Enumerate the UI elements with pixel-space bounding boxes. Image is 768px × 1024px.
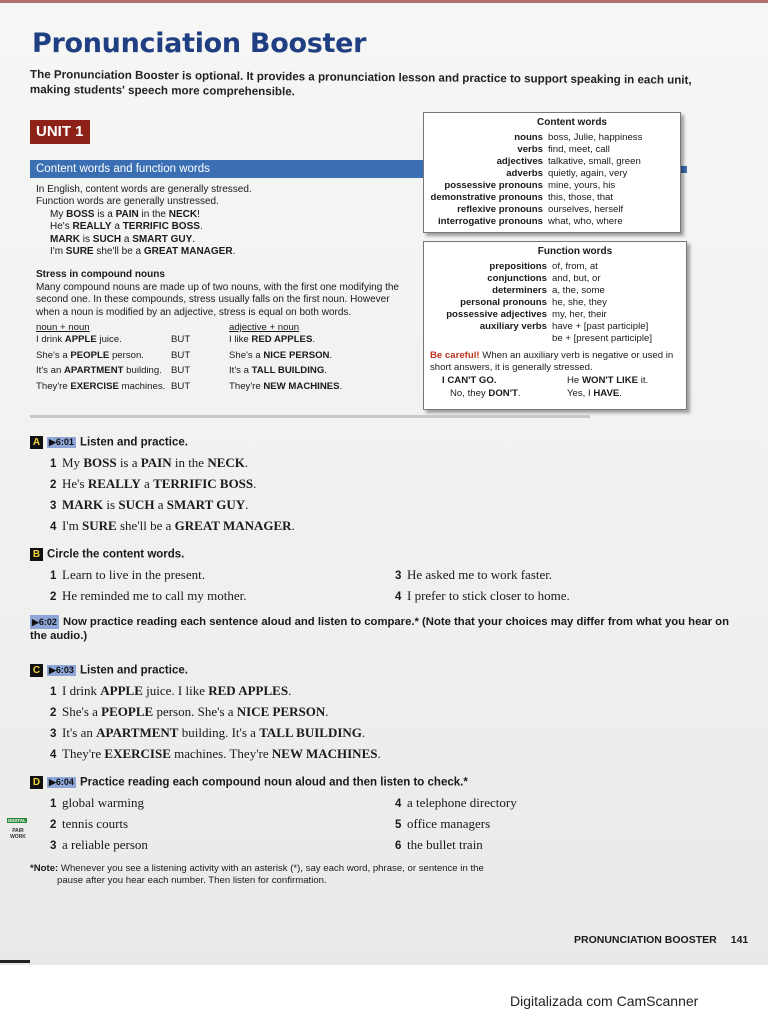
footer-label: PRONUNCIATION BOOSTER <box>574 934 717 946</box>
item-text: He reminded me to call my mother. <box>62 588 247 603</box>
item-text: My BOSS is a PAIN in the NECK. <box>62 455 249 470</box>
word-category: possessive pronouns <box>444 179 543 191</box>
word-category: prepositions <box>489 260 547 272</box>
compound-but: BUT <box>171 380 191 392</box>
word-category: conjunctions <box>487 272 547 284</box>
item-text: I drink APPLE juice. I like RED APPLES. <box>62 683 292 698</box>
activity-a-heading <box>30 436 730 449</box>
activity-c-items <box>30 681 730 765</box>
list-item <box>375 814 720 835</box>
page-title: Pronunciation Booster <box>32 28 367 59</box>
page-footer <box>574 934 748 946</box>
content-words-title: Content words <box>537 117 607 128</box>
item-text: MARK is SUCH a SMART GUY. <box>62 497 249 512</box>
list-item <box>30 702 730 723</box>
compound-table <box>36 322 416 396</box>
lesson-example: I'm SURE she'll be a GREAT MANAGER. <box>50 246 236 258</box>
activity-letter: A <box>30 436 43 449</box>
compound-but: BUT <box>171 365 191 377</box>
compound-but: BUT <box>171 349 191 361</box>
table-row <box>424 131 642 143</box>
activity-c <box>30 664 730 765</box>
table-row <box>36 381 416 396</box>
list-item <box>375 565 720 586</box>
table-row <box>424 143 642 155</box>
item-number: 2 <box>50 479 57 491</box>
word-category: nouns <box>514 131 543 143</box>
table-row <box>36 350 416 365</box>
item-text: tennis courts <box>62 816 129 831</box>
audio-track-button[interactable]: ▶6:04 <box>49 777 74 787</box>
word-examples: have + [past participle] <box>552 320 649 332</box>
list-item <box>30 744 730 765</box>
word-examples: ourselves, herself <box>548 203 624 215</box>
function-words-panel <box>423 241 687 410</box>
intro-text: The Pronunciation Booster is optional. It provides a pronunciation lesson and practice to support speaking in each unit, making students' speech more comprehensible. <box>29 67 692 99</box>
list-item <box>30 565 375 586</box>
list-item <box>30 835 375 856</box>
section-title: Content words and function words <box>30 160 425 178</box>
word-examples: of, from, at <box>552 260 598 272</box>
table-row <box>424 215 642 227</box>
audio-track-button[interactable]: ▶6:01 <box>49 437 74 447</box>
word-category: possessive adjectives <box>446 308 547 320</box>
careful-example-2: No, they DON'T. Yes, I HAVE. <box>450 388 622 399</box>
item-number: 1 <box>50 686 57 698</box>
item-number: 2 <box>50 819 57 831</box>
lesson-block <box>36 184 416 396</box>
item-text: He's REALLY a TERRIFIC BOSS. <box>62 476 257 491</box>
scanner-watermark: Digitalizada com CamScanner <box>510 993 699 1009</box>
table-row <box>424 191 642 203</box>
lesson-example: MARK is SUCH a SMART GUY. <box>50 233 196 245</box>
activity-d <box>30 776 730 856</box>
table-row <box>424 167 642 179</box>
activity-b-items <box>30 565 730 607</box>
page-edge-line <box>0 960 30 963</box>
item-text: Learn to live in the present. <box>62 567 205 582</box>
activity-instruction: Listen and practice. <box>79 664 188 677</box>
list-item <box>30 814 375 835</box>
activity-letter: C <box>30 664 43 677</box>
careful-text: When an auxiliary verb is negative or used in short answers, it is generally stressed. <box>430 350 674 373</box>
compound-right: It's a TALL BUILDING. <box>229 365 327 377</box>
table-row <box>424 332 652 344</box>
table-row <box>36 334 416 349</box>
table-row <box>424 272 652 284</box>
careful-note <box>424 350 686 374</box>
item-number: 2 <box>50 707 57 719</box>
word-category: auxiliary verbs <box>479 320 547 332</box>
list-item <box>30 681 730 702</box>
table-row <box>424 320 652 332</box>
word-category: determiners <box>492 284 547 296</box>
item-number: 2 <box>50 591 57 603</box>
table-row <box>424 260 652 272</box>
word-examples: mine, yours, his <box>548 179 616 191</box>
lesson-example: He's REALLY a TERRIFIC BOSS. <box>50 221 203 233</box>
function-words-table <box>424 260 652 344</box>
lesson-line: In English, content words are generally stressed. <box>36 184 252 195</box>
table-row <box>424 155 642 167</box>
careful-label: Be careful! <box>430 350 480 361</box>
note-text-2: pause after you hear each number. Then listen for confirmation. <box>57 875 327 886</box>
item-number: 4 <box>50 521 57 533</box>
activity-instruction: Circle the content words. <box>47 548 185 561</box>
item-number: 5 <box>395 819 402 831</box>
table-row <box>424 296 652 308</box>
list-item <box>375 586 720 607</box>
audio-track-button[interactable]: ▶6:02 <box>32 617 57 628</box>
item-number: 1 <box>50 458 57 470</box>
word-category <box>424 332 552 344</box>
function-words-title: Function words <box>537 246 613 257</box>
word-examples: what, who, where <box>548 215 623 227</box>
compound-right: I like RED APPLES. <box>229 334 316 346</box>
list-item <box>30 453 730 474</box>
compound-but: BUT <box>171 334 191 346</box>
unit-badge: UNIT 1 <box>30 120 90 144</box>
item-text: I prefer to stick closer to home. <box>407 588 570 603</box>
activity-d-items <box>30 793 730 856</box>
digital-pair-work-label: PAIR WORK <box>10 828 26 840</box>
table-head-right: adjective + noun <box>229 322 300 334</box>
word-examples: be + [present participle] <box>552 332 652 344</box>
careful-example-1: I CAN'T GO. He WON'T LIKE it. <box>442 375 649 386</box>
item-number: 3 <box>50 840 57 852</box>
lesson-example: My BOSS is a PAIN in the NECK! <box>50 208 200 220</box>
activity-a-items <box>30 453 730 537</box>
word-examples: he, she, they <box>552 296 607 308</box>
item-text: They're EXERCISE machines. They're NEW MACHINES. <box>62 746 381 761</box>
word-category: adverbs <box>506 167 543 179</box>
word-category: personal pronouns <box>460 296 547 308</box>
compound-title: Stress in compound nouns <box>36 269 165 281</box>
list-item <box>30 495 730 516</box>
item-number: 3 <box>50 500 57 512</box>
compound-text: Many compound nouns are made up of two nouns, with the first one modifying the second one. In these compounds, stress usually falls on the first noun. However when a noun is modified by an adjective, stress is equal on both words. <box>36 281 399 318</box>
list-item <box>375 835 720 856</box>
list-item <box>30 516 730 537</box>
activity-b-heading <box>30 548 730 561</box>
list-item <box>30 723 730 744</box>
page-number: 141 <box>730 934 749 946</box>
item-number: 4 <box>50 749 57 761</box>
activity-instruction: Listen and practice. <box>79 436 188 449</box>
table-row <box>424 203 642 215</box>
item-text: It's an APARTMENT building. It's a TALL BUILDING. <box>62 725 366 740</box>
word-examples: my, her, their <box>552 308 607 320</box>
activity-b <box>30 548 730 643</box>
activity-letter: D <box>30 776 43 789</box>
list-item <box>30 474 730 495</box>
list-item <box>30 793 375 814</box>
compound-left: It's an APARTMENT building. <box>36 365 162 377</box>
activity-c-heading <box>30 664 730 677</box>
item-text: a reliable person <box>62 837 148 852</box>
word-category: reflexive pronouns <box>457 203 543 215</box>
item-number: 4 <box>395 591 402 603</box>
item-number: 4 <box>395 798 402 810</box>
activity-d-heading <box>30 776 730 789</box>
activity-letter: B <box>30 548 43 561</box>
item-text: I'm SURE she'll be a GREAT MANAGER. <box>62 518 295 533</box>
note-text: Whenever you see a listening activity with an asterisk (*), say each word, phrase, or sentence in the <box>58 863 484 874</box>
table-row <box>424 284 652 296</box>
word-category: verbs <box>517 143 543 155</box>
word-examples: a, the, some <box>552 284 605 296</box>
lesson-examples <box>36 209 416 259</box>
activity-b-followup: ▶6:02 Now practice reading each sentence aloud and listen to compare.* (Note that your choices may differ from what you hear on the audio.) <box>30 616 729 643</box>
word-examples: talkative, small, green <box>548 155 641 167</box>
item-text: global warming <box>62 795 144 810</box>
table-row <box>424 179 642 191</box>
compound-right: She's a NICE PERSON. <box>229 349 333 361</box>
item-number: 3 <box>50 728 57 740</box>
item-number: 1 <box>50 570 57 582</box>
word-examples: find, meet, call <box>548 143 610 155</box>
word-examples: quietly, again, very <box>548 167 628 179</box>
item-number: 3 <box>395 570 402 582</box>
content-words-panel <box>423 112 681 233</box>
item-text: She's a PEOPLE person. She's a NICE PERSON. <box>62 704 329 719</box>
lesson-divider <box>30 415 590 418</box>
item-text: a telephone directory <box>407 795 517 810</box>
digital-pair-work-badge: DIGITAL <box>8 818 26 823</box>
table-row <box>424 308 652 320</box>
note-label: *Note: <box>30 863 59 874</box>
footnote <box>30 863 550 887</box>
audio-track-button[interactable]: ▶6:03 <box>49 665 74 675</box>
word-category: adjectives <box>496 155 543 167</box>
word-category: interrogative pronouns <box>437 215 543 227</box>
activity-a <box>30 436 730 537</box>
item-number: 1 <box>50 798 57 810</box>
compound-left: She's a PEOPLE person. <box>36 349 144 361</box>
list-item <box>30 586 375 607</box>
list-item <box>375 793 720 814</box>
table-head-left: noun + noun <box>36 322 90 334</box>
compound-right: They're NEW MACHINES. <box>229 380 343 392</box>
compound-left: They're EXERCISE machines. <box>36 380 166 392</box>
item-number: 6 <box>395 840 402 852</box>
table-row <box>36 365 416 380</box>
word-category: demonstrative pronouns <box>430 191 543 203</box>
word-examples: this, those, that <box>548 191 614 203</box>
word-examples: boss, Julie, happiness <box>548 131 643 143</box>
activity-instruction: Practice reading each compound noun aloud and then listen to check.* <box>79 776 468 789</box>
compound-left: I drink APPLE juice. <box>36 334 122 346</box>
item-text: office managers <box>407 816 491 831</box>
word-examples: and, but, or <box>552 272 601 284</box>
item-text: He asked me to work faster. <box>407 567 553 582</box>
content-words-table <box>424 131 642 227</box>
lesson-line: Function words are generally unstressed. <box>36 196 219 208</box>
item-text: the bullet train <box>407 837 483 852</box>
